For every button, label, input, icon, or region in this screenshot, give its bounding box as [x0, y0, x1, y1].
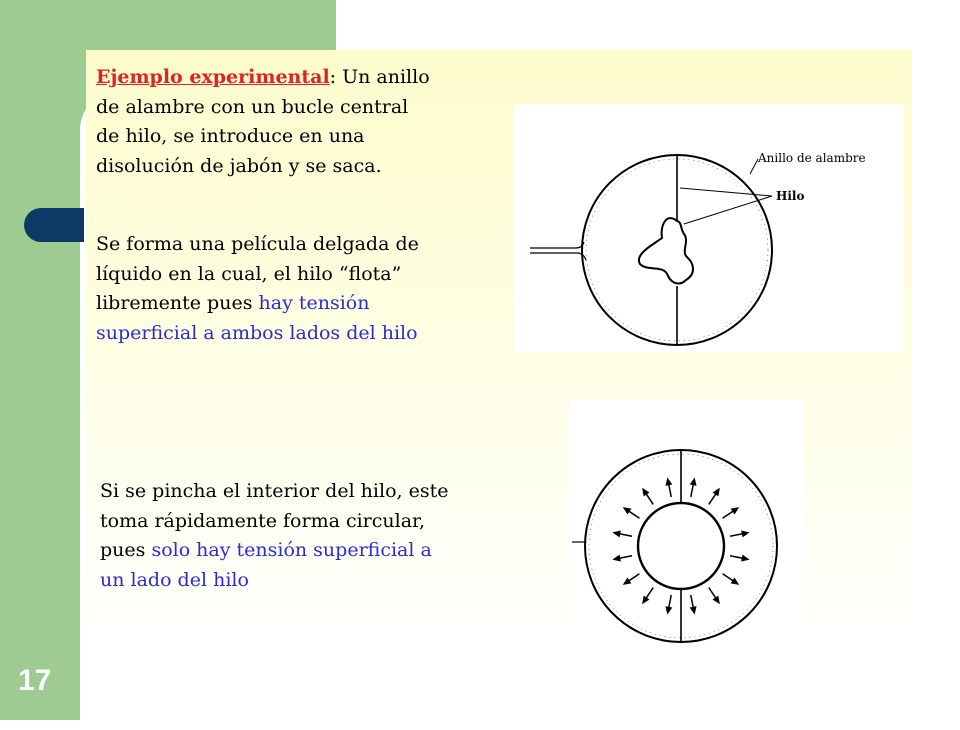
force-arrow-head [731, 507, 740, 514]
force-arrow-head [623, 507, 632, 514]
intro-line4: disolución de jabón y se saca. [96, 154, 382, 177]
handle-joint [576, 242, 586, 260]
force-arrow-head [731, 578, 740, 585]
figure-ring-with-loose-thread [514, 104, 904, 352]
force-arrow-head [741, 530, 750, 537]
force-arrow-head [713, 488, 720, 497]
blue-tab-decoration [24, 208, 84, 242]
force-arrow-head [642, 488, 649, 497]
leader-thread-2 [684, 196, 772, 224]
intro-line1: : Un anillo [329, 66, 430, 88]
thread-loop [639, 218, 693, 283]
force-arrow-head [642, 596, 649, 605]
experiment-title: Ejemplo experimental [96, 66, 330, 88]
figure-ring-circular-thread [570, 400, 804, 650]
ring-thread-diagram [514, 104, 904, 352]
pierce-line3: pues [100, 539, 152, 561]
force-arrow-head [665, 477, 672, 486]
force-arrow-head [741, 555, 750, 562]
circular-thread-loop [638, 503, 724, 589]
force-arrow-head [612, 530, 621, 537]
pierce-line4-highlight: un lado del hilo [100, 568, 249, 591]
force-arrow-head [713, 596, 720, 605]
label-thread: Hilo [776, 189, 805, 203]
pierce-line3-highlight: solo hay tensión superficial a [151, 539, 432, 561]
paragraph-experiment-intro [96, 63, 430, 181]
pierce-line1: Si se pincha el interior del hilo, este [100, 480, 449, 502]
paragraph-film-forms [96, 230, 419, 348]
force-arrow-head [665, 606, 672, 615]
film-line3: libremente pues [96, 292, 259, 314]
intro-line3: de hilo, se introduce en una [96, 125, 365, 147]
film-line1: Se forma una película delgada de [96, 233, 419, 255]
film-line4-highlight: superficial a ambos lados del hilo [96, 321, 418, 344]
intro-line2: de alambre con un bucle central [96, 95, 409, 118]
paragraph-pierce-thread [100, 477, 448, 595]
force-arrow-head [690, 606, 697, 615]
leader-ring [750, 159, 758, 174]
circular-thread-diagram [570, 400, 804, 650]
force-arrow-head [612, 555, 621, 562]
force-arrow-head [623, 578, 632, 585]
pierce-line2: toma rápidamente forma circular, [100, 509, 426, 532]
label-wire-ring: Anillo de alambre [758, 151, 866, 165]
leader-thread-1 [680, 188, 772, 196]
slide-number: 17 [18, 664, 52, 697]
left-sidebar [0, 0, 80, 720]
force-arrow-head [690, 477, 697, 486]
film-line2: líquido en la cual, el hilo “flota” [96, 262, 402, 285]
film-line3-highlight: hay tensión [258, 292, 370, 314]
